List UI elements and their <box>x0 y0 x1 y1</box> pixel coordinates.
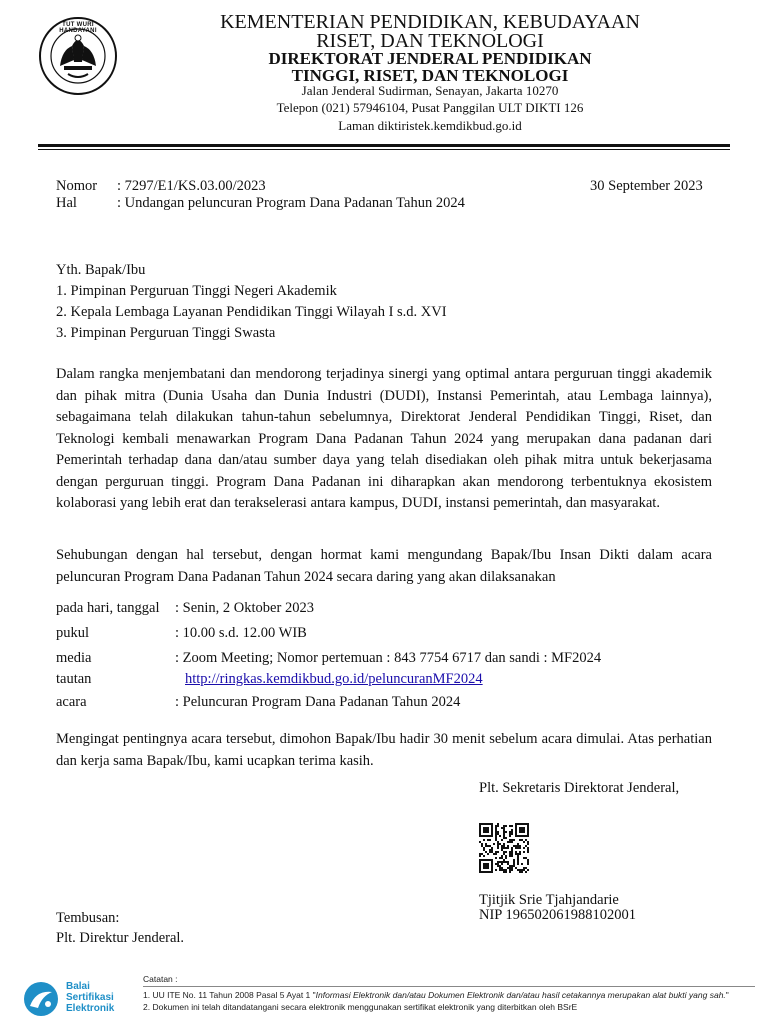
event-value-date: : Senin, 2 Oktober 2023 <box>175 600 314 616</box>
signatory-name: Tjitjik Srie Tjahjandarie <box>479 892 619 908</box>
body-paragraph-3: Mengingat pentingnya acara tersebut, dimohon Bapak/Ibu hadir 30 menit sebelum acara dimulai. Atas perhatian dan kerja sama Bapak/Ibu, kami ucapkan terima kasih. <box>56 731 712 769</box>
directorate-name-line1: DIREKTORAT JENDERAL PENDIDIKAN <box>268 49 592 68</box>
salutation: Yth. Bapak/Ibu <box>56 262 146 278</box>
event-label-time: pukul <box>56 625 90 641</box>
event-label-media: media <box>56 650 92 666</box>
footer-note-2: 2. Dokumen ini telah ditandatangani secara elektronik menggunakan sertifikat elektronik yang diterbitkan oleh BSrE <box>143 1002 578 1012</box>
signatory-nip: NIP 196502061988102001 <box>479 907 636 923</box>
tembusan-item: Plt. Direktur Jenderal. <box>56 930 185 946</box>
letterhead-rule-thin <box>38 149 730 150</box>
event-value-time: : 10.00 s.d. 12.00 WIB <box>175 625 307 641</box>
address: Jalan Jenderal Sudirman, Senayan, Jakarta 10270 <box>301 83 559 98</box>
hal-label: Hal <box>56 195 77 211</box>
directorate-name-line2: TINGGI, RISET, DAN TEKNOLOGI <box>291 66 569 85</box>
recipient-item: 2. Kepala Lembaga Layanan Pendidikan Tinggi Wilayah I s.d. XVI <box>56 304 447 320</box>
footer-note-1-prefix: 1. UU ITE No. 11 Tahun 2008 Pasal 5 Ayat 1 " <box>143 990 316 1000</box>
recipient-item: 1. Pimpinan Perguruan Tinggi Negeri Akademik <box>56 283 337 299</box>
signature-title: Plt. Sekretaris Direktorat Jenderal, <box>479 780 680 796</box>
footer-note-1-suffix: " <box>725 990 729 1000</box>
event-label-acara: acara <box>56 694 87 710</box>
ministry-name-line1: KEMENTERIAN PENDIDIKAN, KEBUDAYAAN <box>220 11 640 33</box>
event-label-date: pada hari, tanggal <box>56 600 160 616</box>
footer-note-1-italic: Informasi Elektronik dan/atau Dokumen Elektronik dan/atau hasil cetakannya merupakan alat bukti yang sah. <box>315 990 726 1000</box>
bse-name-line3: Elektronik <box>66 1003 115 1014</box>
footer-note-1 <box>143 990 755 1001</box>
qr-code-icon <box>479 823 529 873</box>
nomor-label: Nomor <box>56 178 98 194</box>
event-value-acara: : Peluncuran Program Dana Padanan Tahun 2024 <box>175 694 461 710</box>
letter-date: 30 September 2023 <box>590 178 703 194</box>
body-paragraph-1: Dalam rangka menjembatani dan mendorong terjadinya sinergi yang optimal antara perguruan tinggi akademik dan pihak mitra (Dunia Usaha dan Dunia Industri (DUDI), Instansi Pemerintah, atau Lembaga lainnya), sebagaimana telah dilakukan tahun-tahun sebelumnya, Direktorat Jenderal Pendidikan Tinggi, Riset, dan Teknologi kembali menawarkan Program Dana Padanan Tahun 2024 yang merupakan dana padanan dari Pemerintah terhadap dana dan/atau sumber daya yang telah disediakan oleh pihak mitra untuk bekerjasama dengan perguruan tinggi. Program Dana Padanan ini diharapkan akan mendorong terbentuknya ekosistem kolaborasi yang lebih erat dan terakselerasi antara kampus, DUDI, instansi pemerintah, dan masyarakat. <box>56 366 712 511</box>
footer-rule <box>143 986 755 987</box>
body-paragraph-2: Sehubungan dengan hal tersebut, dengan hormat kami mengundang Bapak/Ibu Insan Dikti dalam acara peluncuran Program Dana Padanan Tahun 2024 secara daring yang akan dilaksanakan <box>56 547 712 585</box>
bse-logo-icon <box>22 980 60 1018</box>
logo-text: TUT WURI HANDAYANI <box>59 22 97 34</box>
bse-name-line1: Balai <box>66 981 90 992</box>
event-value-media: : Zoom Meeting; Nomor pertemuan : 843 7754 6717 dan sandi : MF2024 <box>175 650 602 666</box>
bse-name-line2: Sertifikasi <box>66 992 114 1003</box>
event-link[interactable]: http://ringkas.kemdikbud.go.id/peluncuranMF2024 <box>185 671 483 687</box>
recipient-item: 3. Pimpinan Perguruan Tinggi Swasta <box>56 325 276 341</box>
nomor-value: : 7297/E1/KS.03.00/2023 <box>117 178 266 194</box>
tembusan-label: Tembusan: <box>56 910 120 926</box>
footer-catatan: Catatan : <box>143 974 178 984</box>
hal-value: : Undangan peluncuran Program Dana Padanan Tahun 2024 <box>117 195 465 211</box>
ministry-name-line2: RISET, DAN TEKNOLOGI <box>316 30 544 52</box>
website: Laman diktiristek.kemdikbud.go.id <box>338 118 522 133</box>
event-label-link: tautan <box>56 671 92 687</box>
letterhead-rule <box>38 144 730 147</box>
phone: Telepon (021) 57946104, Pusat Panggilan ULT DIKTI 126 <box>276 100 584 115</box>
